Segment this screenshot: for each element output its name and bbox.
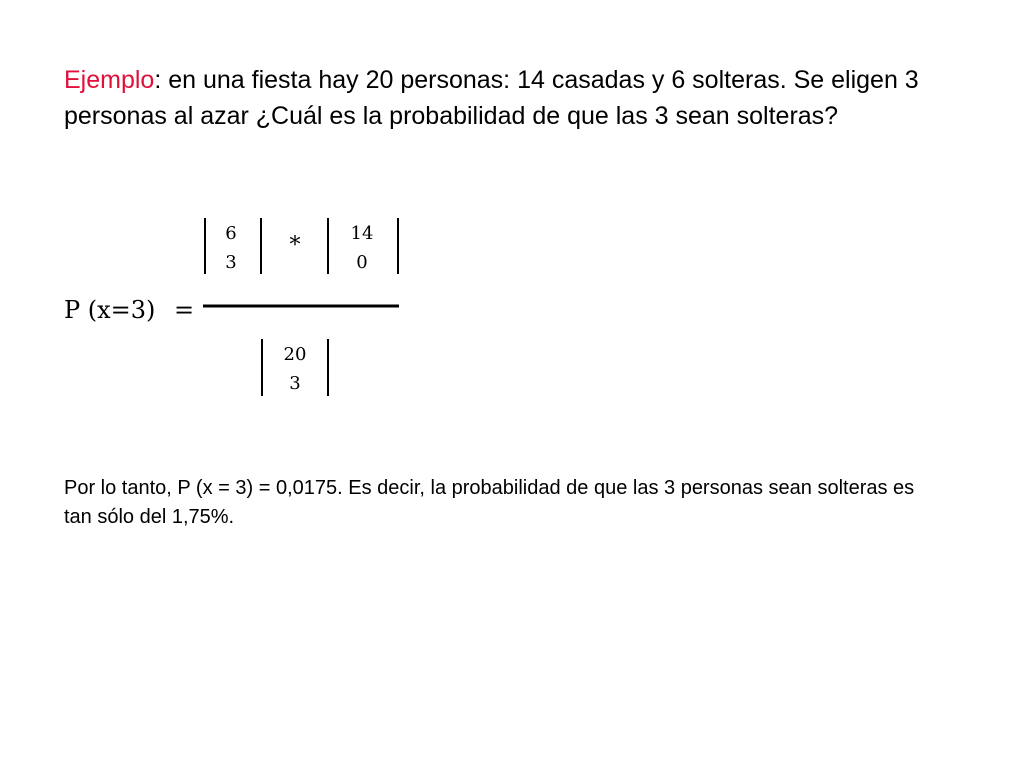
comb-20-3-top: 20	[283, 344, 307, 365]
formula-equals-sign: =	[174, 296, 195, 324]
comb-14-0-top: 14	[350, 223, 374, 244]
conclusion-text: Por lo tanto, P (x = 3) = 0,0175. Es decir, la probabilidad de que las 3 personas sean solteras es tan sólo del 1,75%.	[64, 477, 915, 528]
formula-lhs: P (x=3)	[64, 296, 156, 324]
comb-6-3-bottom: 3	[225, 252, 237, 273]
multiply-operator: *	[289, 233, 301, 258]
comb-20-3-bottom: 3	[289, 373, 301, 394]
example-keyword: Ejemplo	[64, 66, 155, 94]
comb-6-3-top: 6	[225, 223, 237, 244]
problem-text: : en una fiesta hay 20 personas: 14 casadas y 6 solteras. Se eligen 3 personas al azar ¿Cuál es la probabilidad de que las 3 sean solteras?	[64, 66, 919, 130]
comb-14-0-bottom: 0	[356, 252, 368, 273]
